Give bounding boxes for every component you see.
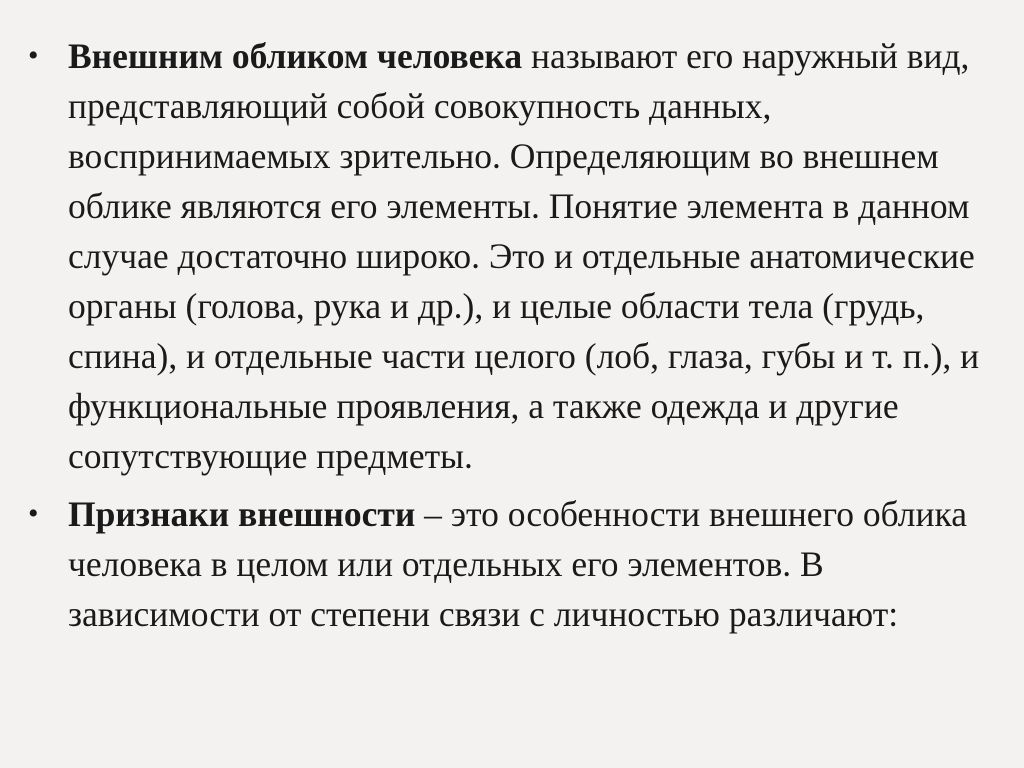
- bullet-item-appearance: [28, 31, 1013, 481]
- bullet-term: Признаки внешности: [68, 494, 416, 534]
- bullet-term: Внешним обликом человека: [68, 36, 523, 76]
- bullet-icon: •: [28, 497, 39, 530]
- bullet-text: называют его наружный вид, представляющий собой совокупность данных, воспринимаемых зрительно. Определяющим во внешнем облике являются его элементы. Понятие элемента в данном случае достаточно широко. Это и отдельные анатомические органы (голова, рука и др.), и целые области тела (грудь, спина), и отдельные части целого (лоб, глаза, губы и т. п.), и функциональные проявления, а также одежда и другие сопутствующие предметы.: [68, 36, 980, 476]
- bullet-list: [28, 31, 1013, 647]
- bullet-icon: •: [28, 39, 39, 72]
- bullet-item-features: [28, 489, 1013, 639]
- bullet-text: – это особенности внешнего облика человека в целом или отдельных его элементов. В зависимости от степени связи с личностью различают:: [68, 494, 967, 634]
